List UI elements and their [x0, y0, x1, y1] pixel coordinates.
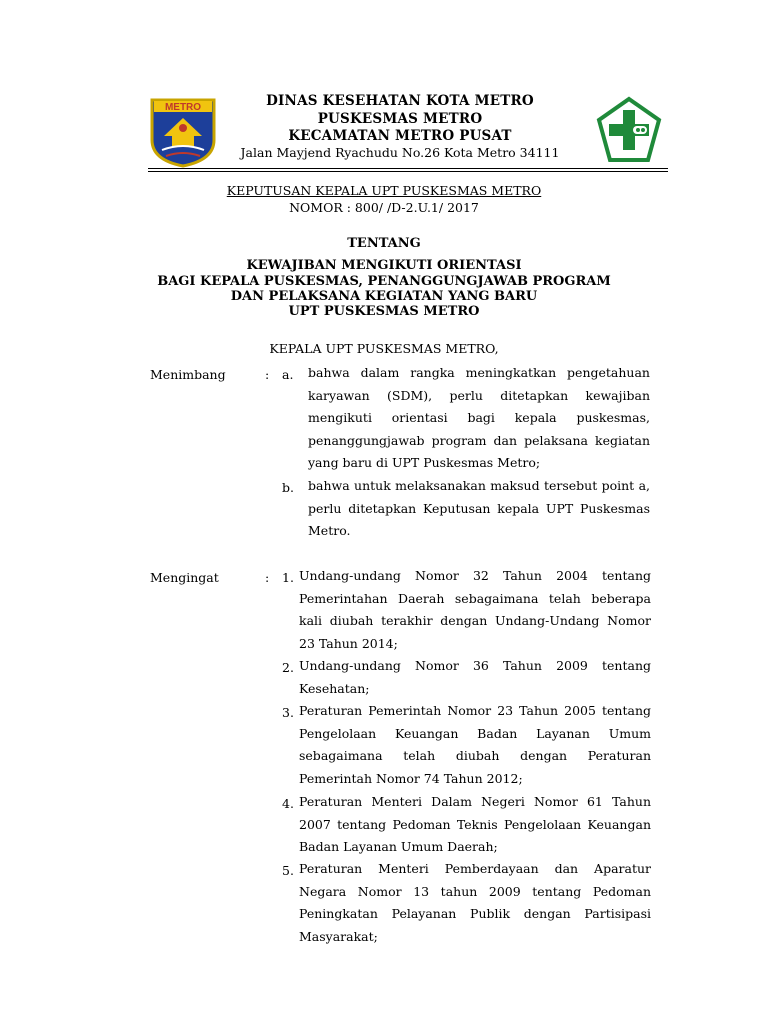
header-address: Jalan Mayjend Ryachudu No.26 Kota Metro 34111 [240, 145, 560, 160]
crest-text: METRO [164, 102, 202, 113]
mengingat-item-3: Peraturan Pemerintah Nomor 23 Tahun 2005 tentang Pengelolaan Keuangan Badan Layanan Umum sebagaimana telah diubah dengan Peraturan Pemerintah Nomor 74 Tahun 2012; [299, 703, 651, 786]
mengingat-label: Mengingat [150, 570, 219, 585]
mengingat-colon: : [265, 570, 270, 585]
header-rule-2 [148, 171, 668, 172]
item-marker: b. [282, 480, 294, 495]
item-marker: 1. [282, 570, 294, 585]
header-puskesmas: PUSKESMAS METRO [317, 111, 483, 127]
menimbang-colon: : [265, 367, 270, 382]
header-rule [148, 168, 668, 169]
mengingat-item-2: Undang-undang Nomor 36 Tahun 2009 tentang Kesehatan; [299, 658, 651, 696]
subject-line: KEWAJIBAN MENGIKUTI ORIENTASI [246, 258, 522, 273]
menimbang-item-b: bahwa untuk melaksanakan maksud tersebut point a, perlu ditetapkan Keputusan kepala UPT Puskesmas Metro. [308, 478, 650, 538]
item-marker: 2. [282, 660, 294, 675]
item-marker: 4. [282, 796, 294, 811]
header-agency: DINAS KESEHATAN KOTA METRO [266, 93, 534, 109]
tentang-heading: TENTANG [347, 236, 421, 251]
header-district: KECAMATAN METRO PUSAT [288, 128, 512, 144]
mengingat-item-4: Peraturan Menteri Dalam Negeri Nomor 61 Tahun 2007 tentang Pedoman Teknis Pengelolaan Keuangan Badan Layanan Umum Daerah; [299, 794, 651, 854]
authority-line: KEPALA UPT PUSKESMAS METRO, [269, 341, 499, 356]
decree-number: NOMOR : 800/ /D-2.U.1/ 2017 [289, 200, 479, 215]
item-marker: a. [282, 367, 294, 382]
menimbang-item-a: bahwa dalam rangka meningkatkan pengetahuan karyawan (SDM), perlu ditetapkan kewajiban mengikuti orientasi bagi kepala puskesmas, penanggungjawab program dan pelaksana kegiatan yang baru di UPT Puskesmas Metro; [308, 365, 650, 470]
subject-line: DAN PELAKSANA KEGIATAN YANG BARU [230, 289, 538, 304]
item-marker: 3. [282, 705, 294, 720]
item-marker: 5. [282, 863, 294, 878]
mengingat-item-5: Peraturan Menteri Pemberdayaan dan Aparatur Negara Nomor 13 tahun 2009 tentang Pedoman Peningkatan Pelayanan Publik dengan Partisipasi Masyarakat; [299, 861, 651, 944]
subject-line: UPT PUSKESMAS METRO [288, 304, 480, 319]
subject-line: BAGI KEPALA PUSKESMAS, PENANGGUNGJAWAB PROGRAM [157, 274, 611, 289]
decree-title: KEPUTUSAN KEPALA UPT PUSKESMAS METRO [226, 183, 542, 198]
menimbang-label: Menimbang [150, 367, 226, 382]
mengingat-item-1: Undang-undang Nomor 32 Tahun 2004 tentang Pemerintahan Daerah sebagaimana telah beberapa kali diubah terakhir dengan Undang-Undang Nomor 23 Tahun 2014; [299, 568, 651, 651]
